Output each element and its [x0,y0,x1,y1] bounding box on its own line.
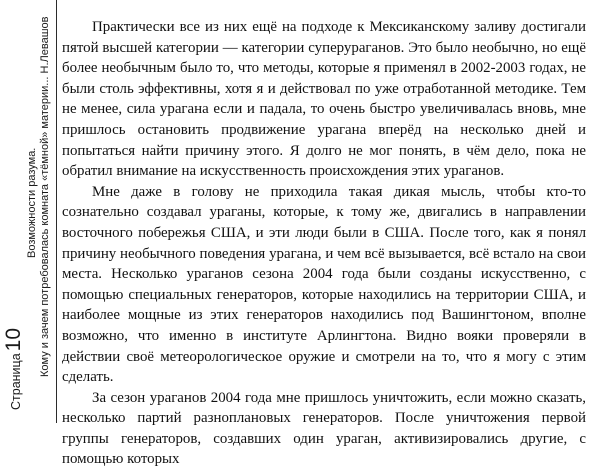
page-number: 10 [2,327,25,352]
body-paragraph: Мне даже в голову не приходила такая дикая мысль, чтобы кто-то сознательно создавал ураганы, которые, к тому же, двигались в направлении восточного побережья США, и эти люди были в США. После того, как я понял причину необычного поведения урагана, и чем всё вызывается, всё встало на свои места. Несколько ураганов сезона 2004 года были созданы искусственно, с помощью специальных генераторов, которые находились на территории США, и наиболее мощные из этих генераторов находились под Вашингтоном, вполне возможно, что именно в институте Арлингтона. Видно вояки проверяли в действии своё метеорологическое оружие и смотрели на то, что я могу с этим сделать. [62,183,586,386]
sidebar-divider [56,0,57,423]
running-header-section: Возможности разума. [26,147,38,258]
body-paragraph: За сезон ураганов 2004 года мне пришлось уничтожить, если можно сказать, несколько партий разноплановых генераторов. После уничтожения первой группы генераторов, создавших один ураган, активизировались другие, с помощью которых [62,389,586,468]
page-sidebar [0,0,57,423]
body-paragraph: Практически все из них ещё на подходе к Мексиканскому заливу достигали пятой высшей категории — категории суперураганов. Это было необычно, но ещё более необычным было то, что методы, которые я применял в 2002-2003 годах, не были столь эффективны, хотя я и действовал по уже отработанной методике. Тем не менее, сила урагана если и падала, то очень быстро увеличивалась вновь, мне пришлось остановить продвижение урагана вперёд на несколько дней и попытаться найти причину этого. Я долго не мог понять, в чём дело, пока не обратил внимание на искусственность происхождения этих ураганов. [62,19,586,180]
page-label: Страница [9,353,23,410]
running-header-book-title: Кому и зачем потребовалась комната «тёмной» материи... Н.Левашов [39,16,51,377]
page-body [62,17,586,470]
page-number-block [3,328,25,410]
